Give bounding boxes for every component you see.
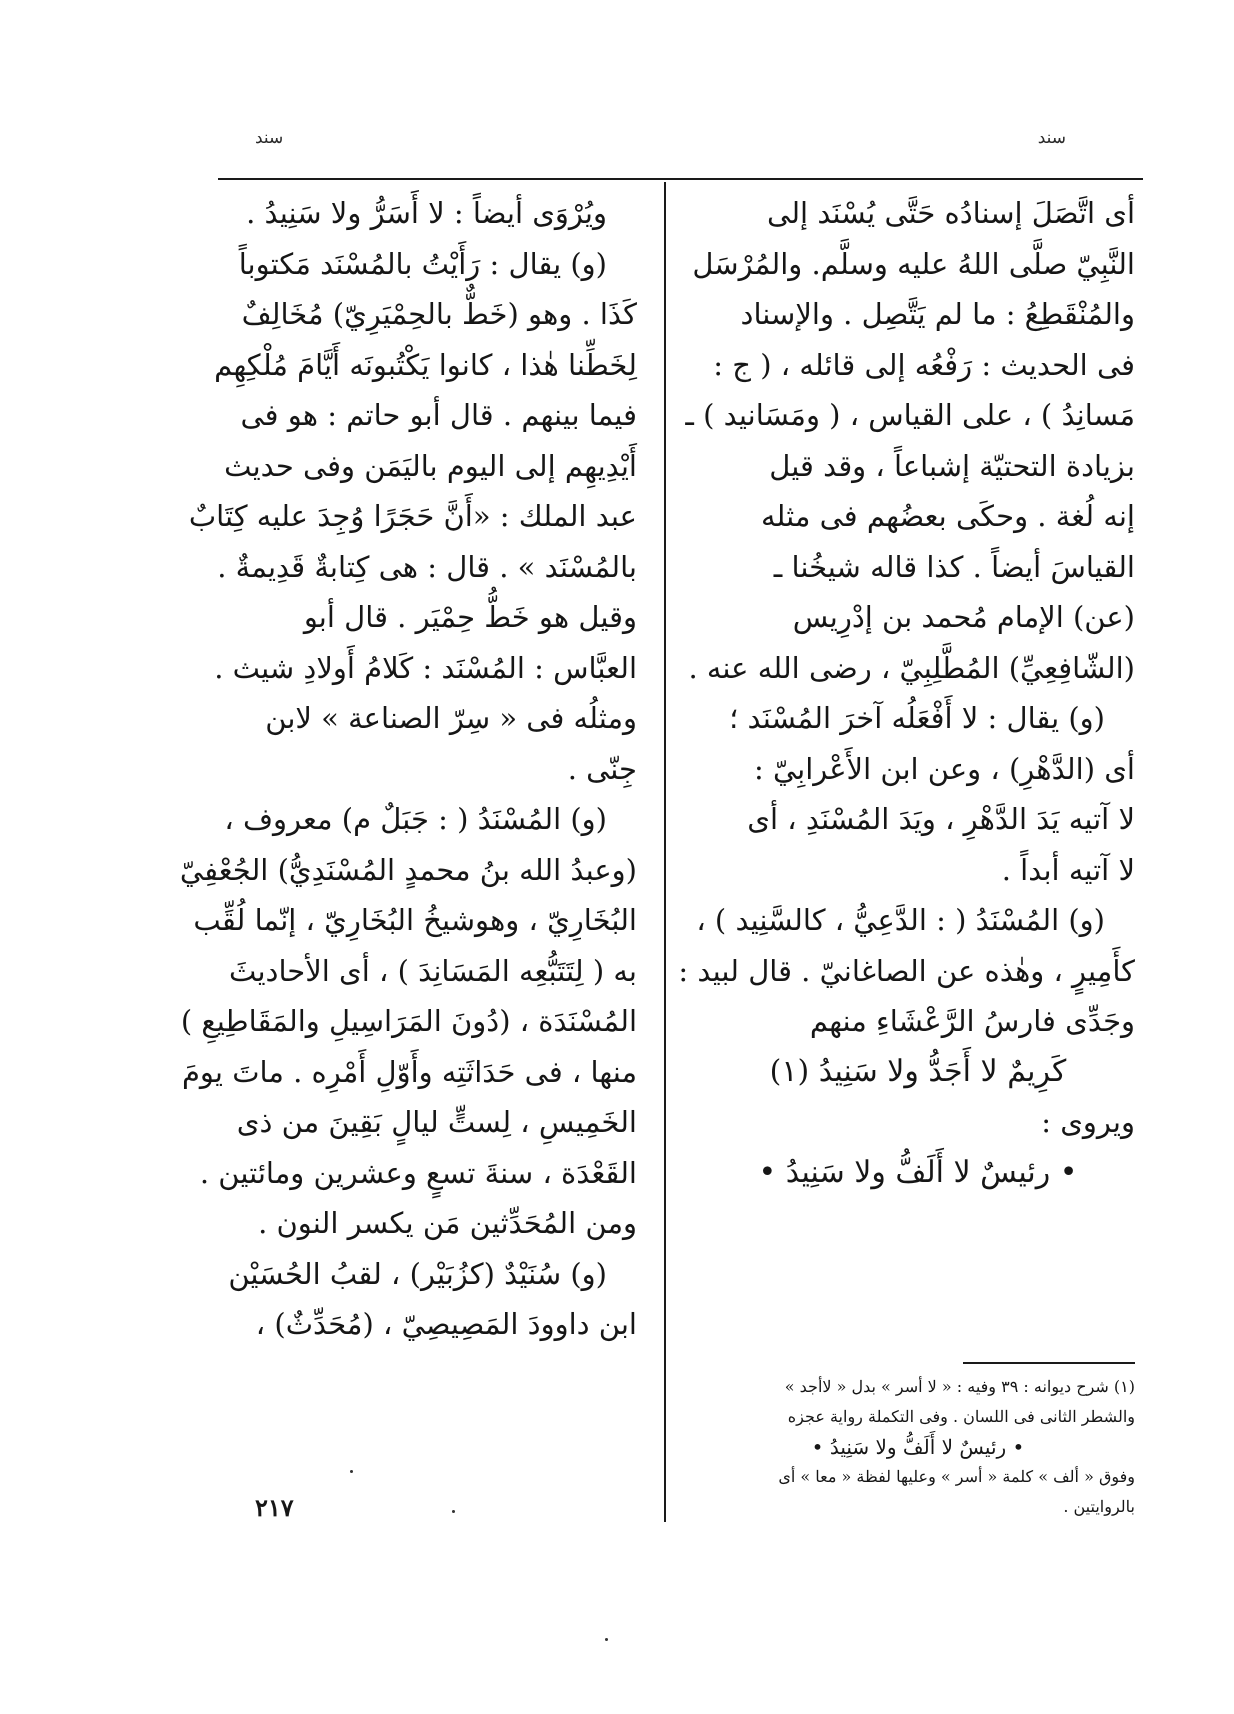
text-line: (و) المُسْنَدُ ( : جَبَلٌ م) معروف ، bbox=[224, 802, 607, 836]
text-line: النَّبِيّ صلَّى اللهُ عليه وسلَّم. والمُرْسَل bbox=[692, 246, 1135, 281]
text-line: ومثلُه فى « سِرّ الصناعة » لابن bbox=[265, 701, 637, 735]
footnote-verse: • رئيسٌ لا أَلَفُّ ولا سَنِيدُ • bbox=[811, 1435, 1025, 1459]
text-line: جِنّى . bbox=[567, 751, 637, 786]
text-line: كأَمِيرٍ ، وهٰذه عن الصاغانيّ . قال لبيد : bbox=[678, 953, 1135, 988]
text-line: (وعبدُ الله بنُ محمدٍ المُسْنَدِيُّ) الجُعْفِيّ bbox=[179, 852, 637, 887]
text-line: فى الحديث : رَفْعُه إلى قائله ، ( ج : bbox=[713, 347, 1135, 382]
verse-line: • رئيسٌ لا أَلَفُّ ولا سَنِيدُ • bbox=[758, 1154, 1078, 1190]
text-line: البُخَارِيّ ، وهوشيخُ البُخَارِيّ ، إنّما لُقِّب bbox=[193, 903, 637, 937]
running-head-right: سند bbox=[1037, 128, 1066, 148]
text-line: أى (الدَّهْرِ) ، وعن ابن الأَعْرابِيّ : bbox=[753, 751, 1135, 786]
text-line: أَيْدِيهِم إلى اليوم باليَمَن وفى حديث bbox=[224, 448, 637, 483]
text-line: العبَّاس : المُسْنَد : كَلامُ أَولادِ شيث . bbox=[214, 650, 637, 685]
text-line: الخَمِيسِ ، لِستٍّ ليالٍ بَقِينَ من ذى bbox=[236, 1105, 637, 1139]
verse-line: وجَدِّى فارسُ الرَّعْشَاءِ منهم bbox=[809, 1004, 1135, 1038]
text-line: فيما بينهم . قال أبو حاتم : هو فى bbox=[240, 398, 637, 432]
scan-speck bbox=[350, 1470, 353, 1473]
header-rule bbox=[218, 178, 1143, 180]
text-line: (و) المُسْنَدُ ( : الدَّعِيُّ ، كالسَّنِيد ) ، bbox=[696, 903, 1105, 937]
text-line: (عن) الإمام مُحمد بن إدْرِيس bbox=[792, 600, 1135, 634]
footnote-line: والشطر الثانى فى اللسان . وفى التكملة رواية عجزه bbox=[787, 1407, 1135, 1426]
column-divider bbox=[664, 182, 666, 1522]
text-line: (الشّافِعِيِّ) المُطَّلِبِيّ ، رضى الله عنه . bbox=[688, 650, 1135, 685]
text-line: (و) سُنَيْدٌ (كزُبَيْر) ، لقبُ الحُسَيْن bbox=[228, 1256, 607, 1291]
text-line: مَسانِدُ ) ، على القياس ، ( ومَسَانيد ) ـ bbox=[685, 398, 1135, 432]
text-line: وقيل هو خَطُّ حِمْيَر . قال أبو bbox=[303, 600, 637, 634]
text-line: (و) يقال : لا أَفْعَلُه آخرَ المُسْنَد ؛ bbox=[729, 701, 1105, 735]
text-line: ويروى : bbox=[1041, 1105, 1135, 1139]
text-line: لا آتيه يَدَ الدَّهْرِ ، ويَدَ المُسْنَدِ ، أى bbox=[747, 802, 1135, 836]
text-line: إنه لُغة . وحكَى بعضُهم فى مثله bbox=[760, 499, 1135, 533]
text-line: والمُنْقَطِعُ : ما لم يَتَّصِل . والإسناد bbox=[740, 297, 1135, 331]
scan-speck bbox=[605, 1638, 608, 1641]
text-line: كَذَا . وهو (خَطٌّ بالحِمْيَرِيّ) مُخَالِفٌ bbox=[241, 297, 637, 331]
text-line: لِخَطِّنا هٰذا ، كانوا يَكْتُبونَه أَيَّامَ مُلْكِهِم bbox=[214, 347, 637, 382]
verse-line: كَرِيمٌ لا أَجَدُّ ولا سَنِيدُ (١) bbox=[769, 1053, 1067, 1089]
footnote-line: وفوق « ألف » كلمة « أسر » وعليها لفظة « معا » أى bbox=[778, 1467, 1135, 1486]
text-line: أى اتَّصَلَ إسنادُه حَتَّى يُسْنَد إلى bbox=[767, 196, 1135, 230]
text-line: (و) يقال : رَأَيْتُ بالمُسْنَد مَكتوباً bbox=[238, 246, 607, 281]
footnote-rule bbox=[963, 1362, 1135, 1364]
text-line: ومن المُحَدِّثين مَن يكسر النون . bbox=[258, 1206, 637, 1240]
right-column bbox=[678, 188, 1135, 1198]
footnote-line: (١) شرح ديوانه : ٣٩ وفيه : « لا أسر » بدل « لاأجد » bbox=[784, 1377, 1135, 1396]
text-line: منها ، فى حَدَاثَتِه وأَوّلِ أَمْرِه . ماتَ يومَ bbox=[181, 1054, 637, 1089]
scan-speck bbox=[452, 1510, 455, 1513]
footnote-line: بالروايتين . bbox=[1063, 1497, 1135, 1516]
text-line: بالمُسْنَد » . قال : هى كِتابةٌ قَدِيمةٌ . bbox=[217, 549, 637, 584]
text-line: ابن داوودَ المَصِيصِيّ ، (مُحَدِّثٌ) ، bbox=[255, 1307, 637, 1341]
text-line: القَعْدَة ، سنةَ تسعٍ وعشرين ومائتين . bbox=[199, 1155, 637, 1190]
text-line: ويُرْوَى أيضاً : لا أَسَرُّ ولا سَنِيدُ . bbox=[246, 196, 607, 230]
footnote bbox=[701, 1372, 1135, 1522]
running-head-left: سند bbox=[255, 128, 284, 148]
text-line: المُسْنَدَة ، (دُونَ المَرَاسِيلِ والمَقَاطِيعِ ) bbox=[180, 1004, 637, 1038]
text-line: به ( لِتَتَبُّعِه المَسَانِدَ ) ، أى الأحاديثَ bbox=[229, 953, 637, 988]
left-column bbox=[179, 188, 637, 1350]
text-line: لا آتيه أبداً . bbox=[1001, 852, 1135, 887]
text-line: القياسَ أيضاً . كذا قاله شيخُنا ـ bbox=[773, 549, 1135, 584]
text-line: عبد الملك : «أَنَّ حَجَرًا وُجِدَ عليه كِتَابٌ bbox=[188, 499, 637, 533]
text-line: بزيادة التحتيّة إشباعاً ، وقد قيل bbox=[769, 448, 1135, 483]
page-number: ٢١٧ bbox=[255, 1493, 294, 1522]
